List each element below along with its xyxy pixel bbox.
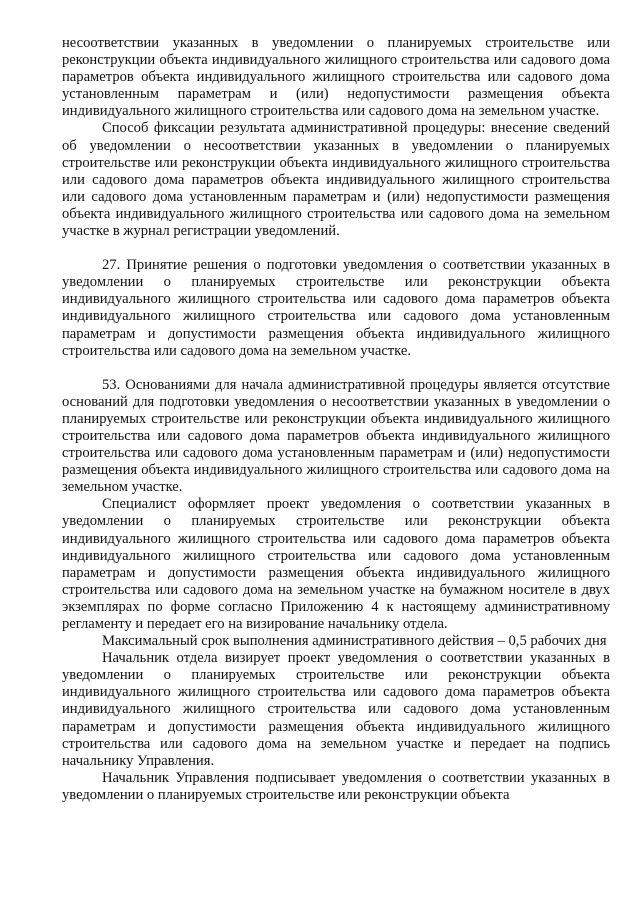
- paragraph-continuation: несоответствии указанных в уведомлении о планируемых строительстве или реконструкции объекта индивидуального жилищного строительства или садового дома параметров объекта индивидуального жилищного строительства или садового дома установленным параметрам и (или) недопустимости размещения объекта индивидуального жилищного строительства или садового дома на земельном участке.: [62, 35, 610, 120]
- paragraph-specialist: Специалист оформляет проект уведомления о соответствии указанных в уведомлении о планируемых строительстве или реконструкции объекта индивидуального жилищного строительства или садового дома параметров объекта индивидуального жилищного строительства или садового дома установленным параметрам и допустимости размещения объекта индивидуального жилищного строительства или садового дома на земельном участке на бумажном носителе в двух экземплярах по форме согласно Приложению 4 к настоящему административному регламенту и передает его на визирование начальнику отдела.: [62, 496, 610, 632]
- paragraph-max-term: Максимальный срок выполнения административного действия – 0,5 рабочих дня: [102, 633, 607, 650]
- paragraph-administration-head: Начальник Управления подписывает уведомления о соответствии указанных в уведомлении о планируемых строительстве или реконструкции объекта: [62, 769, 610, 803]
- paragraph-gap: [62, 360, 610, 377]
- paragraph-gap: [62, 240, 610, 257]
- paragraph-item-27: 27. Принятие решения о подготовки уведомления о соответствии указанных в уведомлении о планируемых строительстве или реконструкции объекта индивидуального жилищного строительства или садового дома параметров объекта индивидуального жилищного строительства или садового дома установленным параметрам и допустимости размещения объекта индивидуального жилищного строительства или садового дома на земельном участке.: [62, 257, 610, 359]
- paragraph-fixation-method: Способ фиксации результата административной процедуры: внесение сведений об уведомлении о несоответствии указанных в уведомлении о планируемых строительстве или реконструкции объекта индивидуального жилищного строительства или садового дома параметров объекта индивидуального жилищного строительства или садового дома установленным параметрам и (или) недопустимости размещения объекта индивидуального жилищного строительства или садового дома на земельном участке в журнал регистрации уведомлений.: [62, 120, 610, 240]
- paragraph-department-head: Начальник отдела визирует проект уведомления о соответствии указанных в уведомлении о планируемых строительстве или реконструкции объекта индивидуального жилищного строительства или садового дома параметров объекта индивидуального жилищного строительства или садового дома установленным параметрам и допустимости размещения объекта индивидуального жилищного строительства или садового дома на земельном участке и передает на подпись начальнику Управления.: [62, 650, 610, 769]
- paragraph-item-53: 53. Основаниями для начала административной процедуры является отсутствие оснований для подготовки уведомления о несоответствии указанных в уведомлении о планируемых строительстве или реконструкции объекта индивидуального жилищного строительства или садового дома параметров объекта индивидуального жилищного строительства или садового дома установленным параметрам и (или) недопустимости размещения объекта индивидуального жилищного строительства или садового дома на земельном участке.: [62, 376, 610, 496]
- document-body: [62, 35, 610, 804]
